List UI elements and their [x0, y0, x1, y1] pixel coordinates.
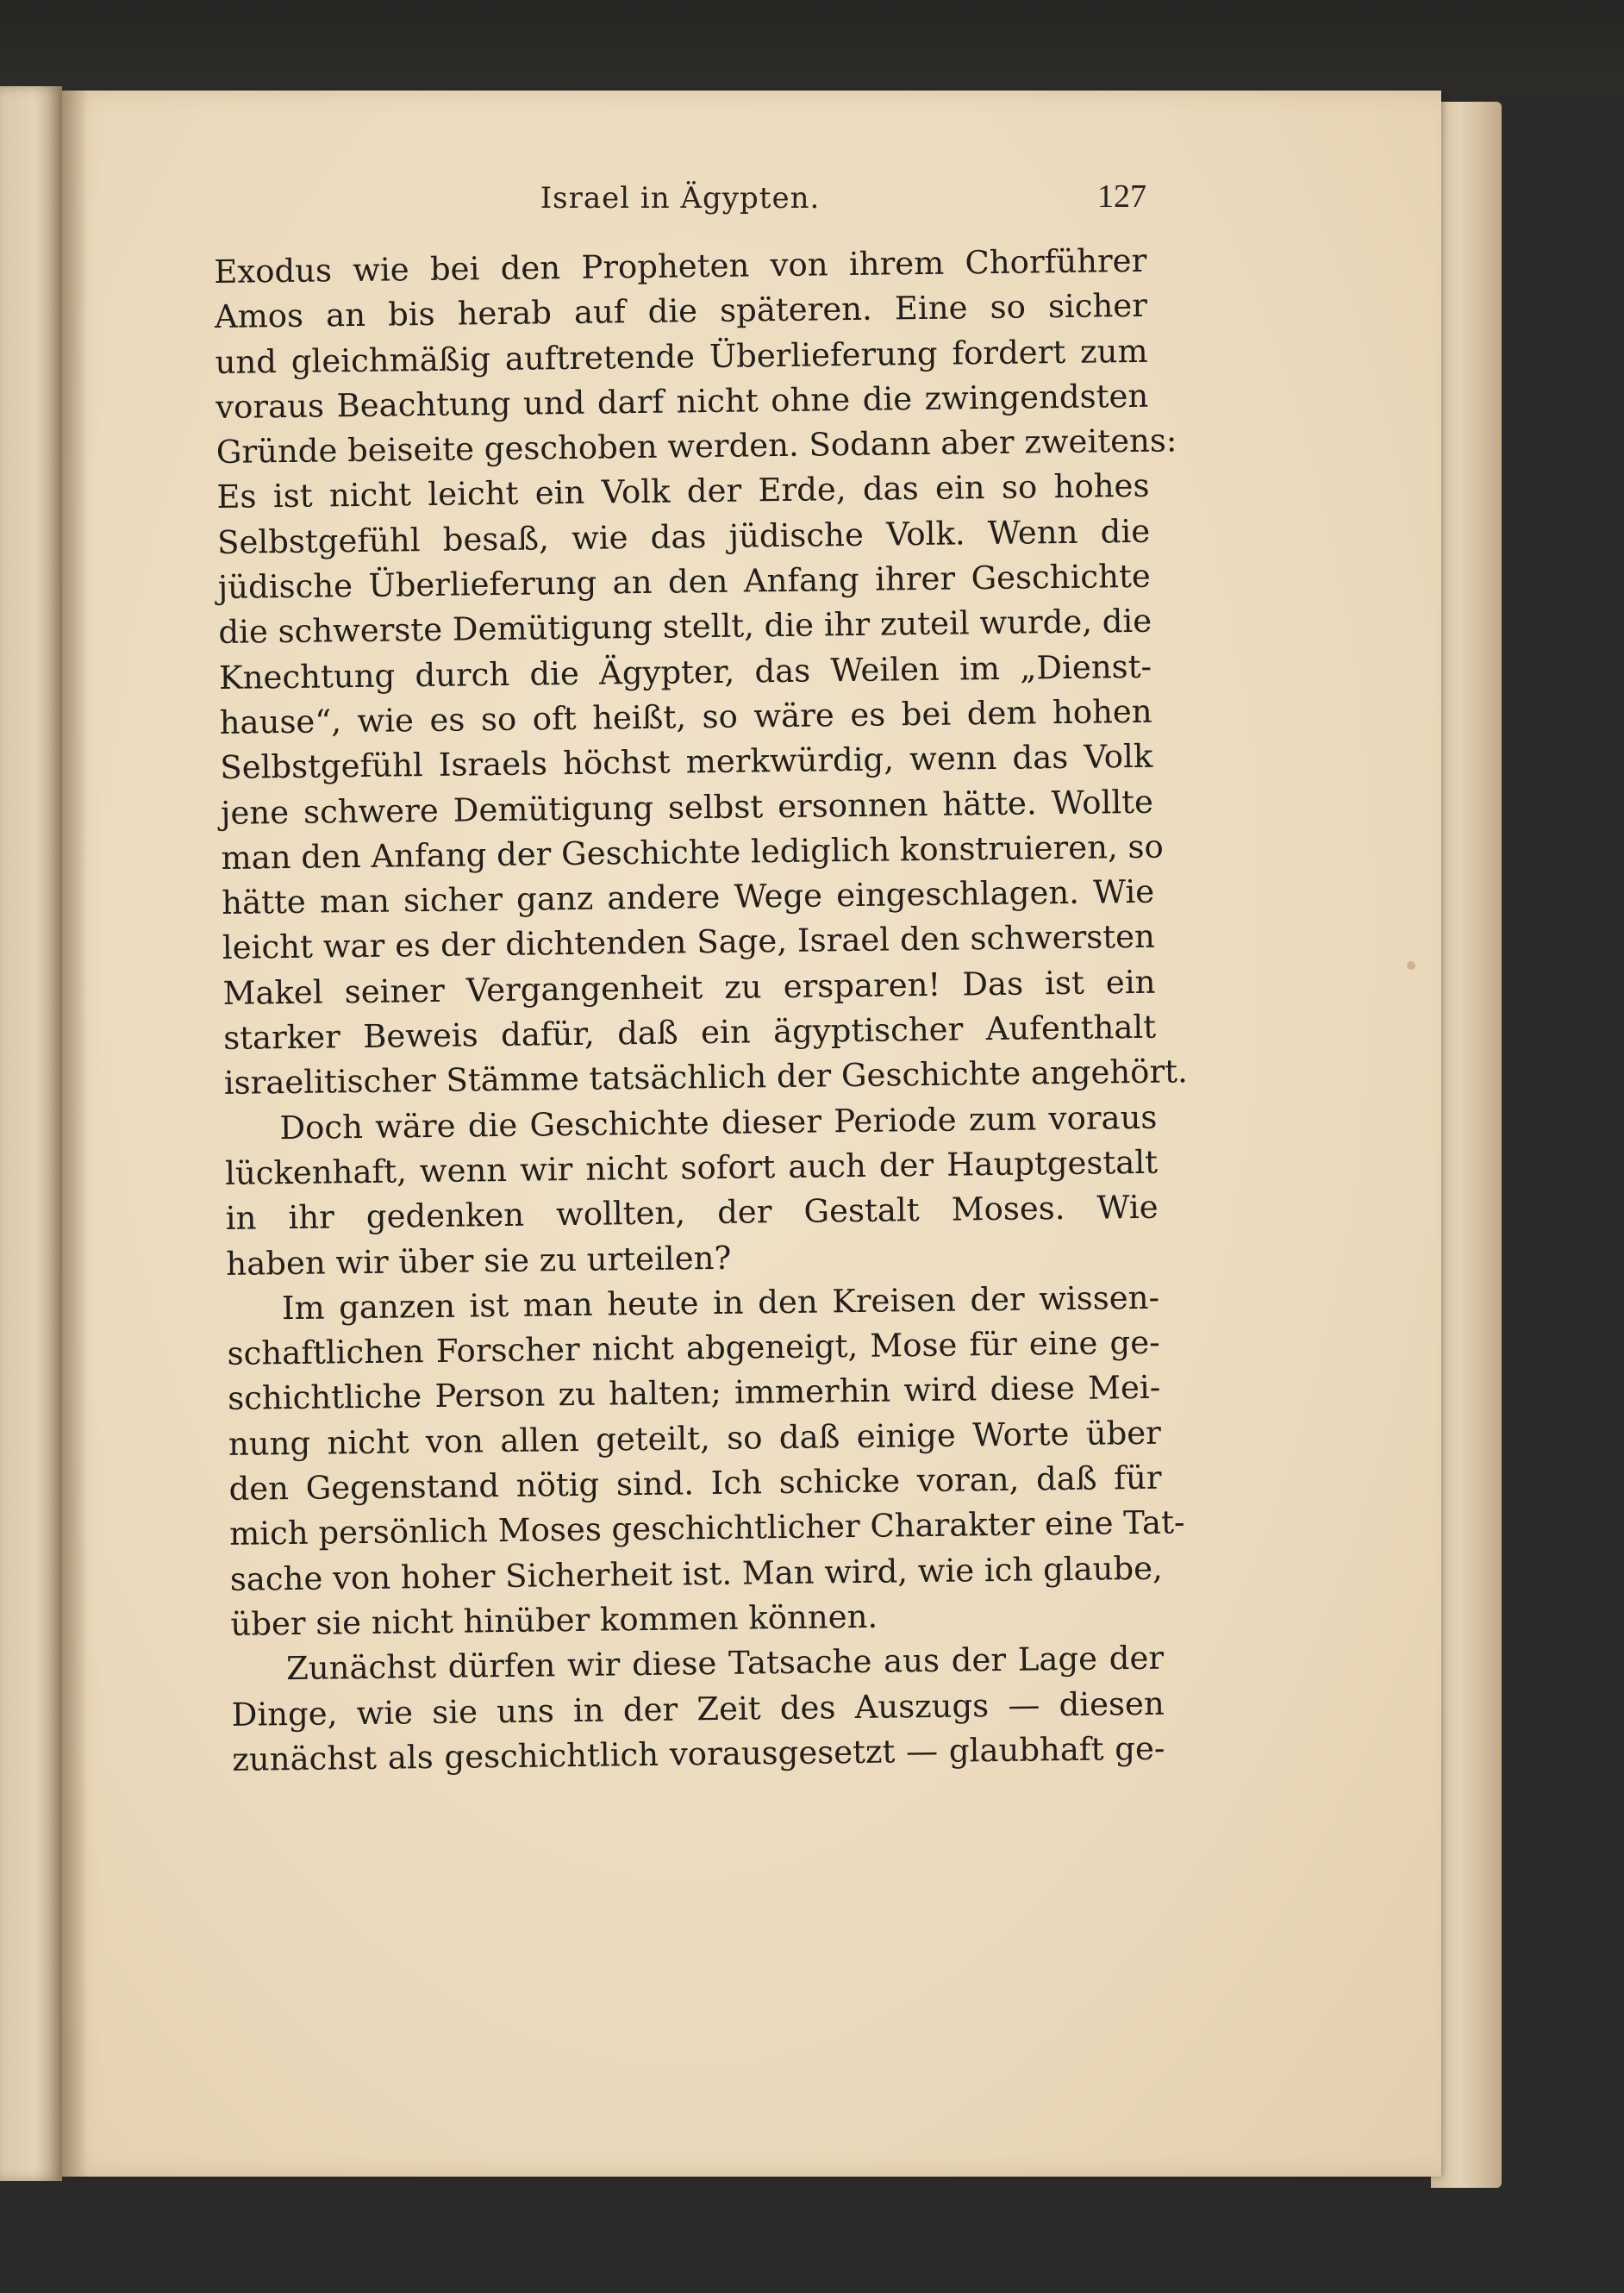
text-line: Exodus wie bei den Propheten von ihrem Chorführer	[214, 241, 1147, 291]
page-number: 127	[1097, 178, 1146, 215]
page-header	[214, 172, 1146, 233]
text-line: über sie nicht hinüber kommen können.	[230, 1597, 878, 1643]
text-line: man den Anfang der Geschichte lediglich konstruieren, so	[221, 828, 1164, 877]
text-line: jene schwere Demütigung selbst ersonnen hätte. Wollte	[220, 783, 1154, 832]
text-line: haben wir über sie zu urteilen?	[226, 1239, 732, 1283]
paper-stain	[1407, 961, 1415, 970]
text-line: leicht war es der dichtenden Sage, Israel den schwersten	[222, 918, 1156, 967]
text-line: israelitischer Stämme tatsächlich der Geschichte angehört.	[223, 1053, 1189, 1103]
text-line: schichtliche Person zu halten; immerhin wird diese Mei-	[228, 1369, 1161, 1418]
text-line: zunächst als geschichtlich vorausgesetzt — glaubhaft ge-	[232, 1729, 1165, 1778]
paragraph-start: Doch wäre die Geschichte dieser Periode zum voraus	[279, 1098, 1158, 1146]
previous-page-edge	[0, 86, 62, 2181]
text-line: Gründe beiseite geschoben werden. Sodann aber zweitens:	[215, 422, 1177, 472]
text-line: den Gegenstand nötig sind. Ich schicke voran, daß für	[228, 1459, 1162, 1508]
page-stack-edge	[1431, 102, 1502, 2188]
text-line: lückenhaft, wenn wir nicht sofort auch der Hauptgestalt	[224, 1143, 1159, 1192]
text-line: Amos an bis herab auf die späteren. Eine so sicher	[214, 287, 1148, 336]
text-line: Makel seiner Vergangenheit zu ersparen! Das ist ein	[222, 963, 1156, 1012]
body-text	[214, 239, 1189, 1783]
text-line: starker Beweis dafür, daß ein ägyptischer Aufenthalt	[222, 1008, 1157, 1057]
text-line: in ihr gedenken wollten, der Gestalt Moses. Wie	[225, 1188, 1159, 1238]
running-title: Israel in Ägypten.	[540, 181, 821, 216]
text-line: Knechtung durch die Ägypter, das Weilen im „Dienst-	[218, 647, 1152, 697]
text-line: Dinge, wie sie uns in der Zeit des Auszugs — diesen	[231, 1684, 1165, 1734]
text-line: nung nicht von allen geteilt, so daß einige Worte über	[228, 1414, 1162, 1463]
text-line: hause“, wie es so oft heißt, so wäre es bei dem hohen	[219, 692, 1152, 741]
text-line: jüdische Überlieferung an den Anfang ihrer Geschichte	[217, 557, 1151, 607]
text-line: mich persönlich Moses geschichtlicher Charakter eine Tat-	[228, 1503, 1185, 1553]
text-line: schaftlichen Forscher nicht abgeneigt, Mose für eine ge-	[227, 1323, 1160, 1373]
text-line: sache von hoher Sicherheit ist. Man wird, wie ich glaube,	[229, 1549, 1164, 1598]
text-line: Selbstgefühl Israels höchst merkwürdig, wenn das Volk	[220, 738, 1153, 787]
text-line: voraus Beachtung und darf nicht ohne die zwingendsten	[215, 377, 1149, 426]
text-line: und gleichmäßig auftretende Überlieferung fordert zum	[215, 332, 1148, 381]
text-line: hätte man sicher ganz andere Wege eingeschlagen. Wie	[221, 872, 1155, 922]
text-line: Selbstgefühl besaß, wie das jüdische Volk. Wenn die	[216, 512, 1151, 561]
gutter-shadow	[62, 91, 88, 2177]
text-line: die schwerste Demütigung stellt, die ihr zuteil wurde, die	[218, 603, 1152, 652]
scan-background	[0, 0, 1624, 95]
paragraph-start: Im ganzen ist man heute in den Kreisen der wissen-	[281, 1278, 1160, 1327]
text-line: Es ist nicht leicht ein Volk der Erde, das ein so hohes	[216, 467, 1150, 516]
paragraph-start: Zunächst dürfen wir diese Tatsache aus der Lage der	[285, 1639, 1165, 1688]
